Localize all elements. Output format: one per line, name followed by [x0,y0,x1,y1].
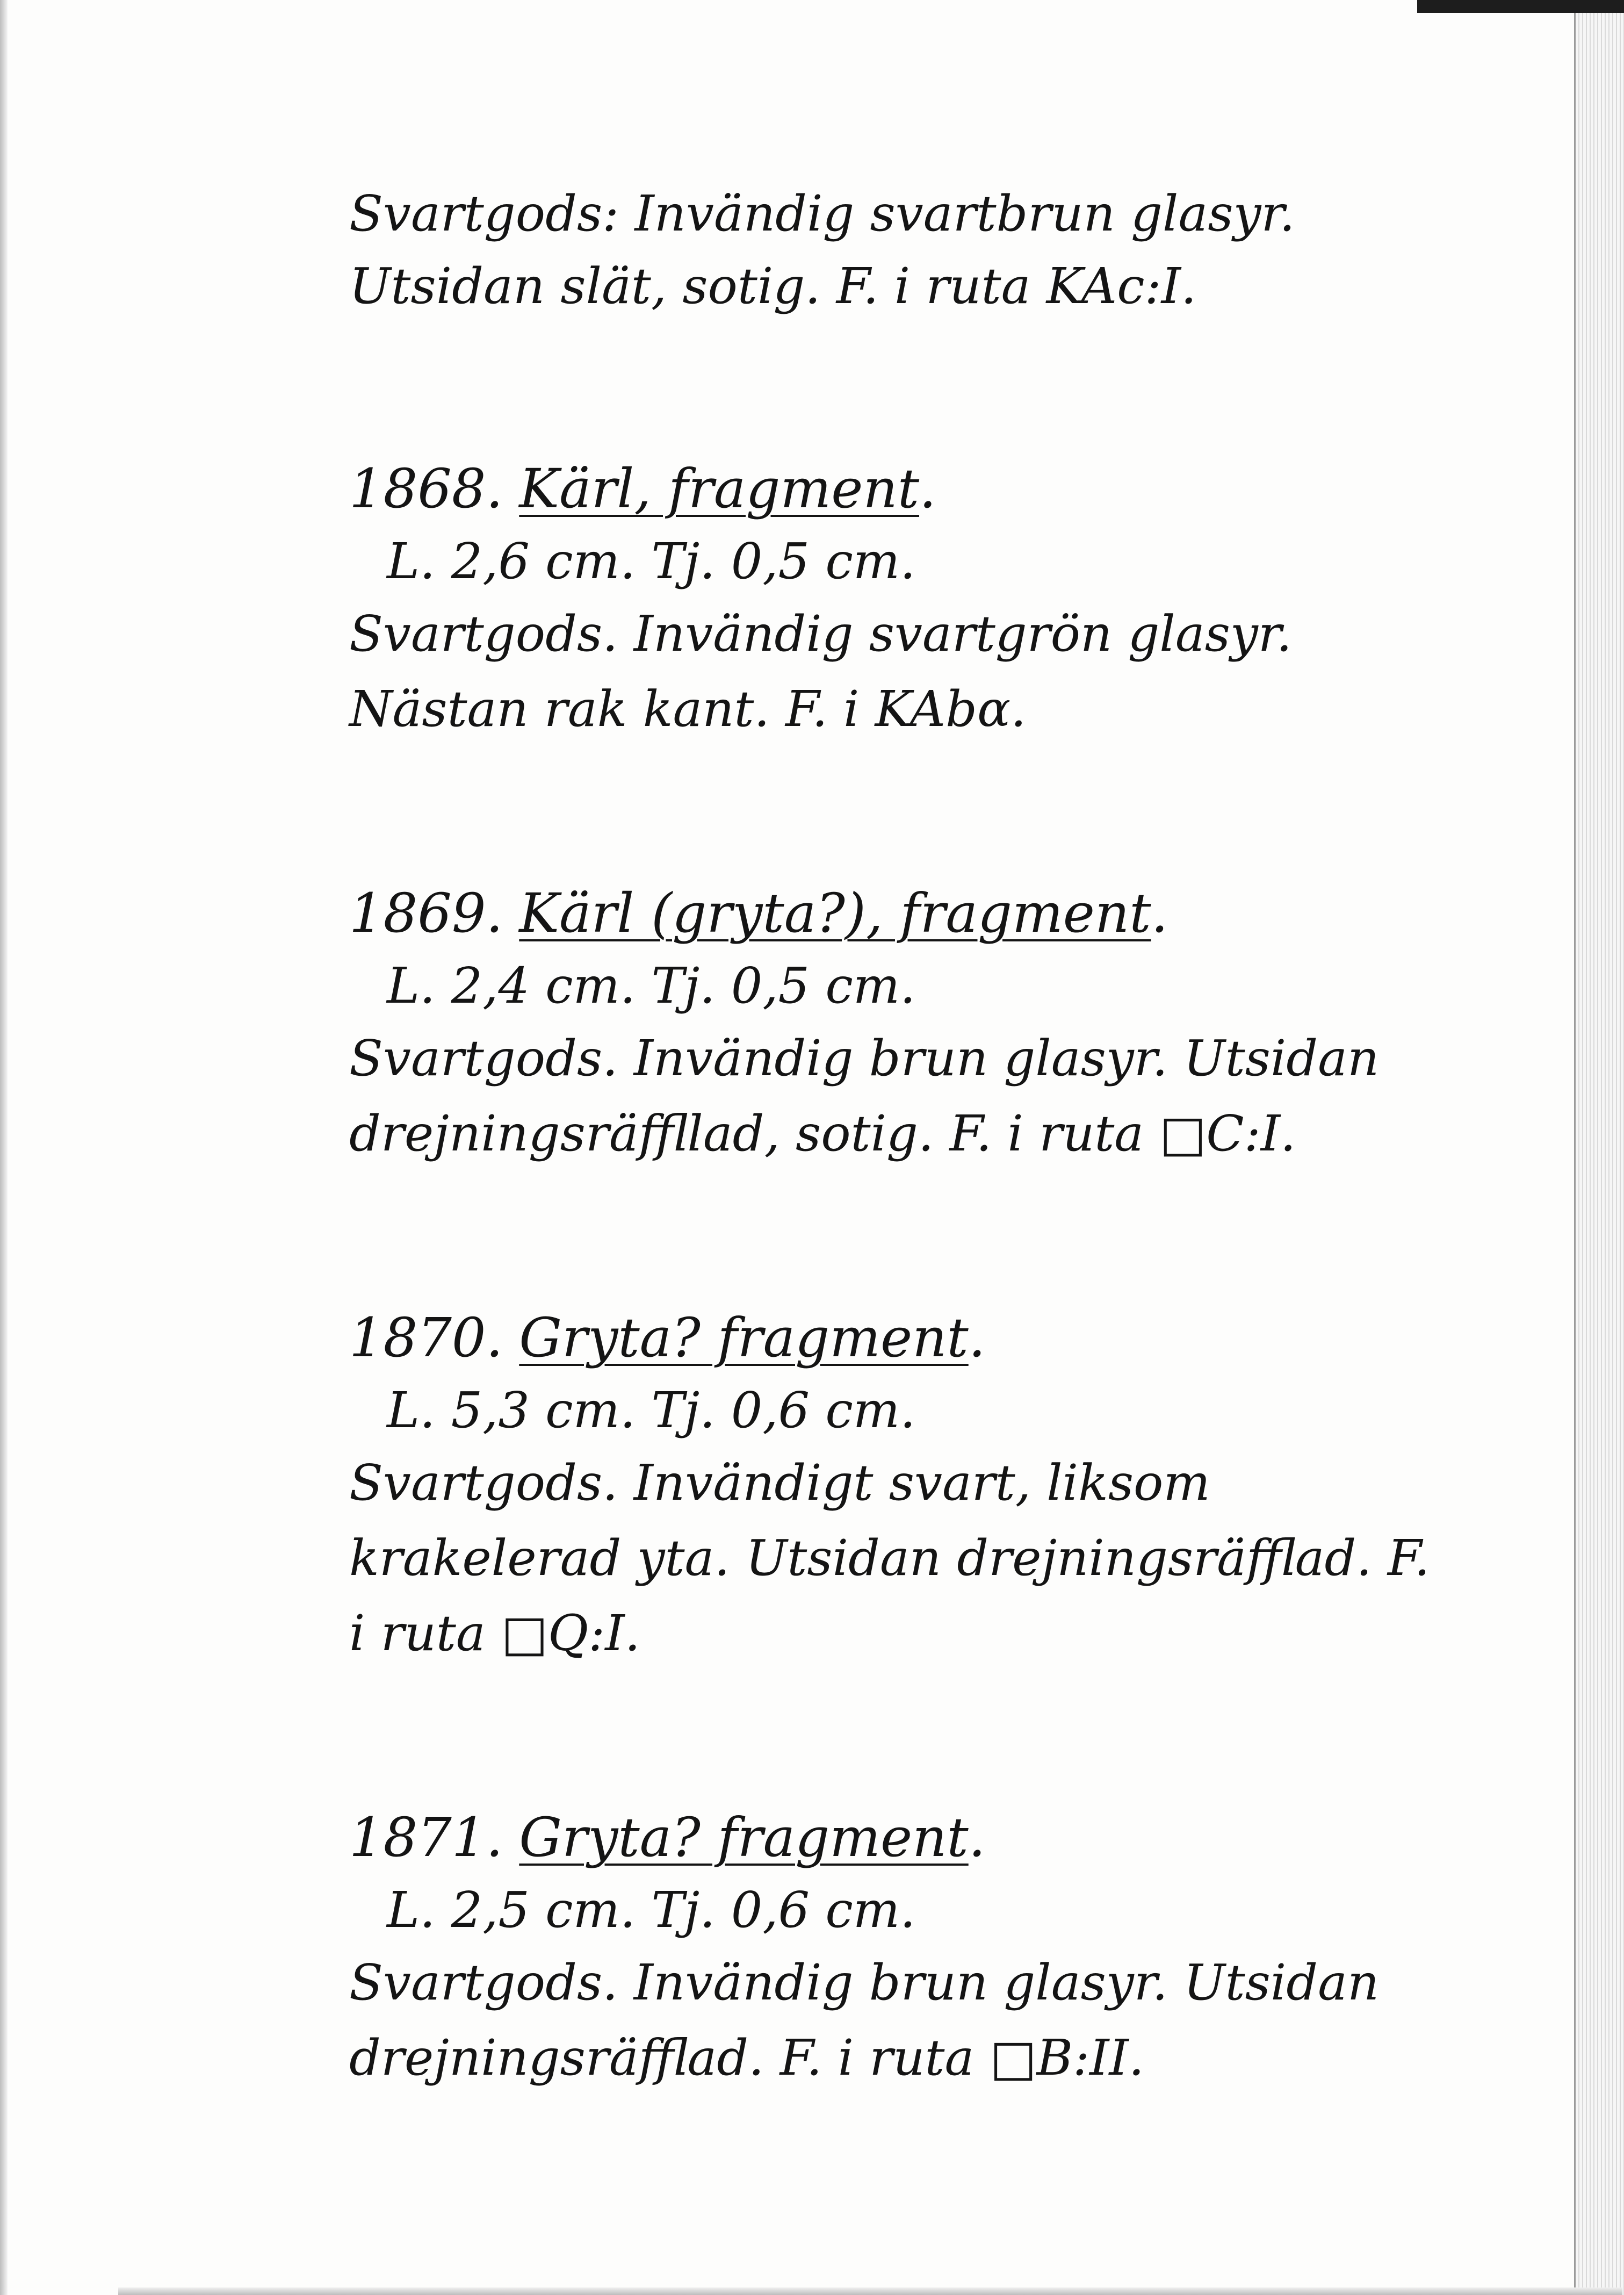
catalog-entry-1870 [349,1300,1450,1671]
entry-title-period: . [968,1306,986,1369]
entry-description: Svartgods. Invändig svartgrön glasyr. Nästan rak kant. F. i KAbα. [349,605,1293,738]
entry-description: Svartgods. Invändigt svart, liksom krakelerad yta. Utsidan drejningsräfflad. F. i ruta □Q:I. [349,1454,1430,1662]
entry-heading [349,876,1450,951]
intro-paragraph: Svartgods: Invändig svartbrun glasyr. Utsidan slät, sotig. F. i ruta KAc:I. [349,185,1295,315]
entry-dimensions: L. 5,3 cm. Tj. 0,6 cm. [387,1382,916,1439]
entry-number: 1870. [349,1306,503,1369]
entry-heading [349,1300,1450,1376]
handwritten-text [349,177,1450,2225]
entry-title-period: . [968,1806,986,1869]
bottom-page-edge [118,2287,1622,2295]
entry-number: 1869. [349,882,503,945]
entry-number: 1868. [349,457,503,520]
entry-dimensions: L. 2,4 cm. Tj. 0,5 cm. [387,957,916,1015]
entry-title-period: . [919,457,936,520]
entry-heading [349,1800,1450,1875]
entry-dimensions: L. 2,6 cm. Tj. 0,5 cm. [387,533,916,590]
catalog-entry-1869 [349,876,1450,1171]
entry-dimensions: L. 2,5 cm. Tj. 0,6 cm. [387,1881,916,1939]
page-edges [1574,0,1624,2295]
scan-border [1417,0,1624,13]
entry-title: Gryta? fragment [519,1306,969,1369]
entry-description: Svartgods. Invändig brun glasyr. Utsidan drejningsräfflad. F. i ruta □B:II. [349,1954,1380,2087]
binding-shadow [0,0,8,2295]
entry-description: Svartgods. Invändig brun glasyr. Utsidan drejningsräffllad, sotig. F. i ruta □C:I. [349,1030,1380,1162]
entry-title: Kärl, fragment [519,457,920,520]
entry-title: Kärl (gryta?), fragment [519,882,1151,945]
catalog-entry-1871 [349,1800,1450,2096]
entry-title-period: . [1151,882,1168,945]
entry-title: Gryta? fragment [519,1806,969,1869]
entry-heading [349,451,1450,527]
catalog-entry-1868 [349,451,1450,747]
entry-number: 1871. [349,1806,503,1869]
